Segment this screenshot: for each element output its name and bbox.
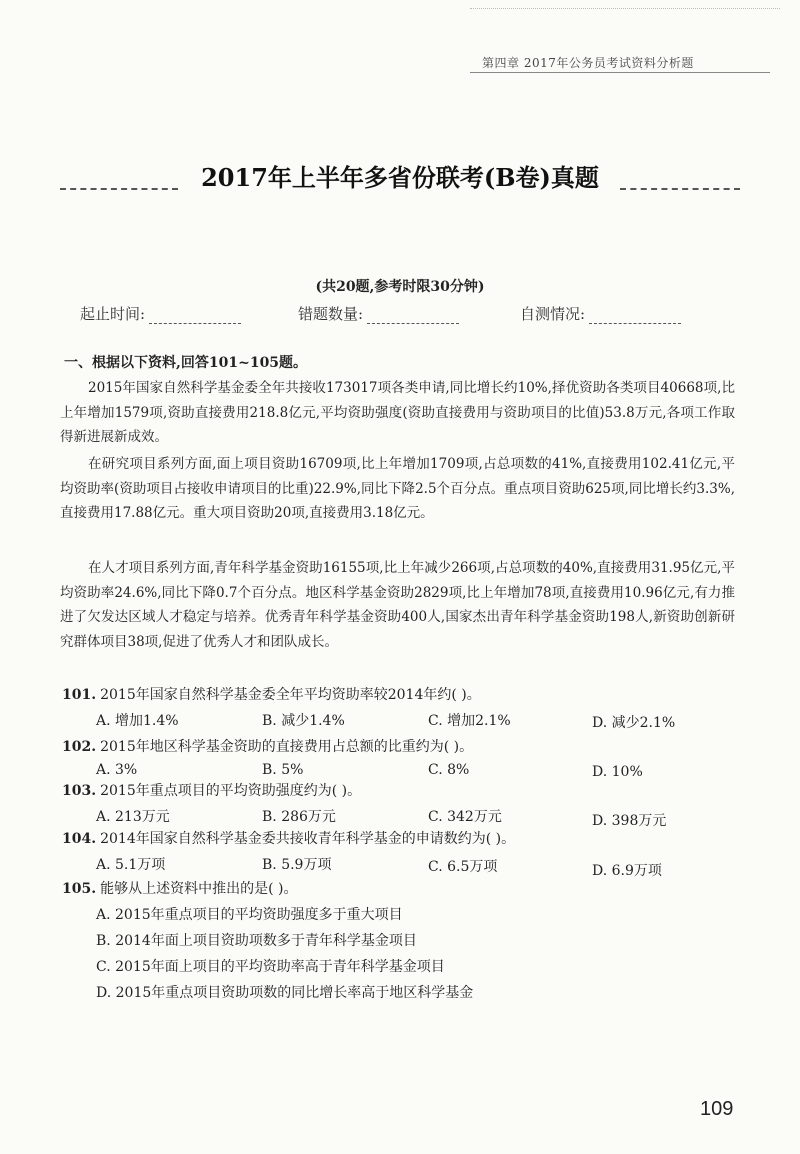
option-104-c: C. 6.5万项 <box>428 859 498 875</box>
option-102-b: B. 5% <box>262 762 304 778</box>
record-time-blank <box>149 309 241 324</box>
option-103-b: B. 286万元 <box>262 809 336 825</box>
option-102-a: A. 3% <box>96 762 138 778</box>
paragraph-2: 在研究项目系列方面,面上项目资助16709项,比上年增加1709项,占总项数的41%,直接费用102.41亿元,平均资助率(资助项目占接收申请项目的比重)22.9%,同比下降2.5个百分点。重点项目资助625项,同比增长约3.3%,直接费用17.88亿元。重大项目资助20项,直接费用3.18亿元。 <box>60 456 735 521</box>
record-selfcheck-blank <box>589 309 681 324</box>
question-104 <box>62 828 515 848</box>
option-102-d: D. 10% <box>592 764 643 780</box>
paragraph-3: 在人才项目系列方面,青年科学基金资助16155项,比上年减少266项,占总项数的40%,直接费用31.95亿元,平均资助率24.6%,同比下降0.7个百分点。地区科学基金资助2829项,比上年增加78项,直接费用10.96亿元,有力推进了欠发达区域人才稳定与培养。优秀青年科学基金资助400人,国家杰出青年科学基金资助198人,新资助创新研究群体项目38项,促进了优秀人才和团队成长。 <box>60 560 735 650</box>
page-title: 2017年上半年多省份联考(B卷)真题 <box>201 163 599 192</box>
question-stem: 能够从上述资料中推出的是( )。 <box>100 881 298 897</box>
question-103 <box>62 780 361 800</box>
option-101-c: C. 增加2.1% <box>428 713 511 729</box>
option-105-a: A. 2015年重点项目的平均资助强度多于重大项目 <box>96 907 403 923</box>
exam-subtitle: (共20题,参考时限30分钟) <box>315 279 485 295</box>
question-101 <box>62 684 481 704</box>
question-number: 103. <box>62 783 97 799</box>
header-rule <box>470 72 770 73</box>
option-104-a: A. 5.1万项 <box>96 857 166 873</box>
option-105-b: B. 2014年面上项目资助项数多于青年科学基金项目 <box>96 933 417 949</box>
record-selfcheck-label: 自测情况: <box>520 305 586 323</box>
question-stem: 2015年重点项目的平均资助强度约为( )。 <box>100 783 362 799</box>
option-105-c: C. 2015年面上项目的平均资助率高于青年科学基金项目 <box>96 959 445 975</box>
question-number: 104. <box>62 831 97 847</box>
option-102-c: C. 8% <box>428 762 470 778</box>
question-stem: 2015年地区科学基金资助的直接费用占总额的比重约为( )。 <box>100 739 474 755</box>
option-104-b: B. 5.9万项 <box>262 857 332 873</box>
page-number: 109 <box>700 1098 734 1120</box>
option-101-a: A. 增加1.4% <box>96 713 179 729</box>
record-selfcheck <box>520 303 681 324</box>
section-heading: 一、根据以下资料,回答101~105题。 <box>64 355 308 371</box>
question-number: 101. <box>62 687 97 703</box>
record-errors <box>298 303 459 324</box>
option-103-c: C. 342万元 <box>428 809 502 825</box>
question-102 <box>62 736 473 756</box>
top-scan-rule <box>470 8 780 9</box>
option-105-d: D. 2015年重点项目资助项数的同比增长率高于地区科学基金 <box>96 985 474 1001</box>
record-errors-label: 错题数量: <box>298 305 364 323</box>
option-104-d: D. 6.9万项 <box>592 863 662 879</box>
question-number: 105. <box>62 881 97 897</box>
question-stem: 2014年国家自然科学基金委共接收青年科学基金的申请数约为( )。 <box>100 831 516 847</box>
question-105 <box>62 878 297 898</box>
paragraph-1: 2015年国家自然科学基金委全年共接收173017项各类申请,同比增长约10%,择优资助各类项目40668项,比上年增加1579项,资助直接费用218.8亿元,平均资助强度(资助直接费用与资助项目的比值)53.8万元,各项工作取得新进展新成效。 <box>60 380 735 445</box>
record-time <box>80 303 241 324</box>
running-header: 第四章 2017年公务员考试资料分析题 <box>482 56 694 70</box>
question-stem: 2015年国家自然科学基金委全年平均资助率较2014年约( )。 <box>100 687 481 703</box>
title-block <box>60 158 740 208</box>
option-103-a: A. 213万元 <box>96 809 170 825</box>
question-number: 102. <box>62 739 97 755</box>
option-101-b: B. 减少1.4% <box>262 713 345 729</box>
option-103-d: D. 398万元 <box>592 813 667 829</box>
record-time-label: 起止时间: <box>80 305 146 323</box>
option-101-d: D. 减少2.1% <box>592 715 676 731</box>
record-errors-blank <box>367 309 459 324</box>
